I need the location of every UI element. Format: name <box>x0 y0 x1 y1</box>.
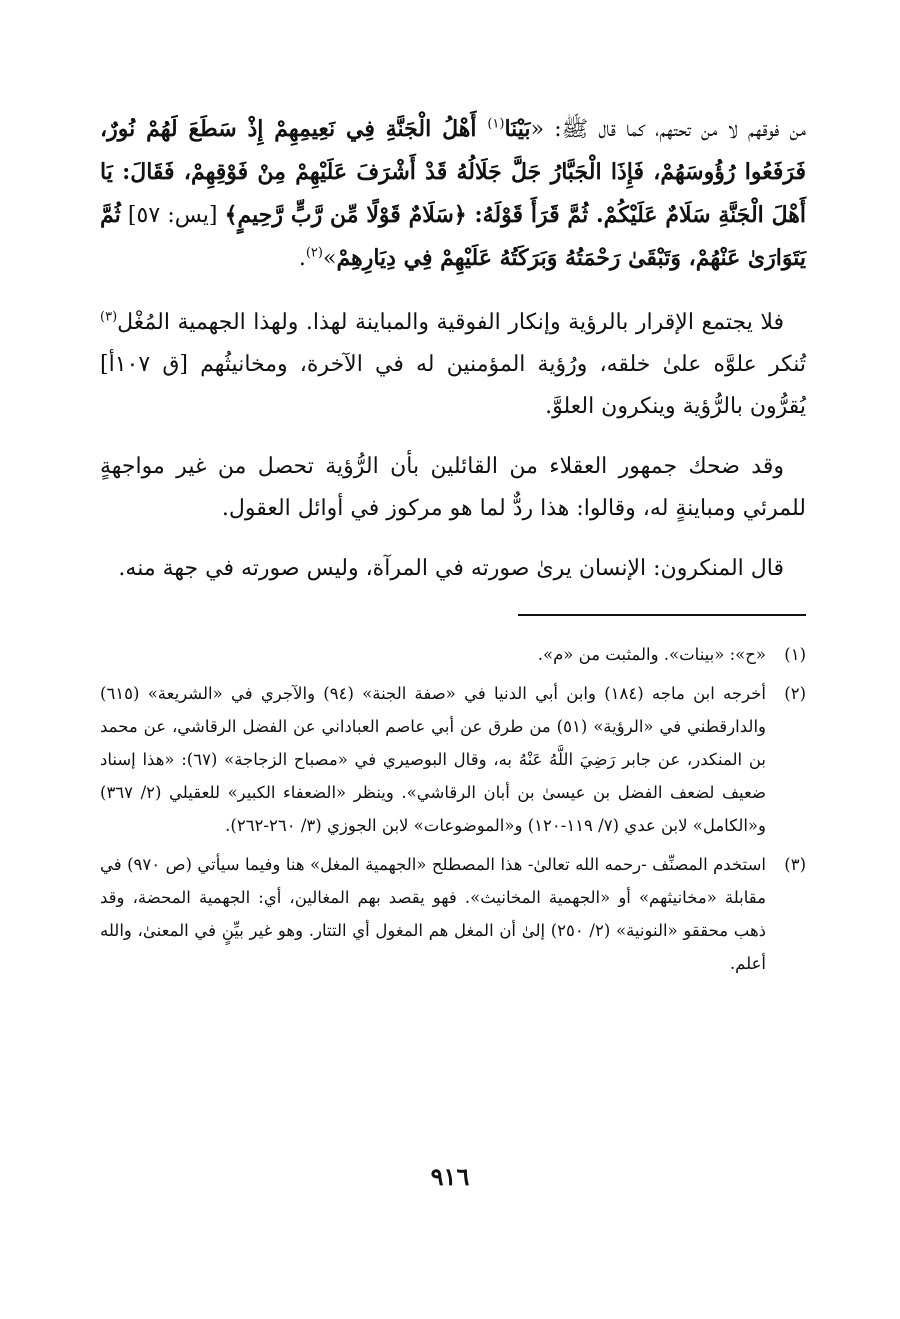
paragraph-4: قال المنكرون: الإنسان يرىٰ صورته في المرآة، وليس صورته في جهة منه. <box>118 556 784 581</box>
footnote-ref-2: (٢) <box>305 245 323 261</box>
footnote-2 <box>100 677 806 842</box>
quran-reference: [يس: ٥٧] <box>120 203 225 228</box>
footnote-text: استخدم المصنِّف -رحمه الله تعالىٰ- هذا المصطلح «الجهمية المغل» هنا وفيما سيأتي (ص ٩٧٠) في مقابلة «مخانيثهم» أو «الجهمية المخانيث». فهو يقصد بهم المغالين، أي: الجهمية المحضة، وقد ذهب محققو «النونية» (٢/ ٢٥٠) إلىٰ أن المغل هم المغول أي التتار. وهو غير بيِّنٍ في المعنىٰ، والله أعلم. <box>100 855 767 973</box>
paragraph-2-a: فلا يجتمع الإقرار بالرؤية وإنكار الفوقية والمباينة لهذا. ولهذا الجهمية المُغْل <box>117 310 784 335</box>
footnote-number: (٢) <box>784 684 806 703</box>
footnote-number: (٣) <box>784 855 806 874</box>
quote-close: » <box>322 246 337 271</box>
main-text <box>100 108 806 590</box>
footnote-text: «ح»: «بينات». والمثبت من «م». <box>537 645 766 664</box>
paragraph-1 <box>100 108 806 280</box>
page-number: ٩١٦ <box>430 1162 470 1191</box>
footnote-ref-3: (٣) <box>100 309 118 325</box>
footnote-1 <box>100 638 806 671</box>
paragraph-1-end: . <box>298 246 306 271</box>
footnote-number: (١) <box>784 645 806 664</box>
paragraph-2 <box>100 302 806 428</box>
paragraph-3: وقد ضحك جمهور العقلاء من القائلين بأن الرُّؤية تحصل من غير مواجهةٍ للمرئي ومباينةٍ له، وقالوا: هذا ردٌّ لما هو مركوز في أوائل العقول. <box>100 454 806 521</box>
paragraph-1-intro: من فوقهم لا من تحتهم، كما قال ﷺ: « <box>530 117 806 142</box>
page-content <box>100 108 806 986</box>
footnote-ref-1: (١) <box>487 116 505 132</box>
footnote-text: أخرجه ابن ماجه (١٨٤) وابن أبي الدنيا في «صفة الجنة» (٩٤) والآجري في «الشريعة» (٦١٥) والدارقطني في «الرؤية» (٥١) من طرق عن أبي عاصم العباداني عن الفضل الرقاشي، عن محمد بن المنكدر، عن جابر رَضِيَ اللَّهُ عَنْهُ به، وقال البوصيري في «مصباح الزجاجة» (٦٧): «هذا إسناد ضعيف لضعف الفضل بن عيسىٰ بن أبان الرقاشي». وينظر «الضعفاء الكبير» للعقيلي (٢/ ٣٦٧) و«الكامل» لابن عدي (٧/ ١١٩-١٢٠) و«الموضوعات» لابن الجوزي (٣/ ٢٦٠-٢٦٢). <box>100 684 766 835</box>
paragraph-2-b: تُنكر علوَّه علىٰ خلقه، ورُؤية المؤمنين له في الآخرة، ومخانيثُهم [ق ١٠٧أ] يُقرُّون بالرُّؤية وينكرون العلوَّ. <box>100 352 806 419</box>
hadith-quote-end: ثُمَّ يَتَوَارَىٰ عَنْهُمْ، وَتَبْقَىٰ رَحْمَتُهُ وَبَرَكَتُهُ عَلَيْهِمْ فِي دِيَارِهِمْ <box>100 202 806 271</box>
hadith-quote: أَهْلُ الْجَنَّةِ فِي نَعِيمِهِمْ إِذْ سَطَعَ لَهُمْ نُورٌ، فَرَفَعُوا رُؤُوسَهُمْ، فَإِذَا الْجَبَّارُ جَلَّ جَلَالُهُ قَدْ أَشْرَفَ عَلَيْهِمْ مِنْ فَوْقِهِمْ، فَقَالَ: يَا أَهْلَ الْجَنَّةِ سَلَامٌ عَلَيْكُمْ. ثُمَّ قَرَأَ قَوْلَهُ: ﴿سَلَامٌ قَوْلًا مِّن رَّبٍّ رَّحِيمٍ﴾ <box>100 116 806 228</box>
footnote-3 <box>100 848 806 980</box>
hadith-quote-start: بَيْنَا <box>504 116 531 142</box>
footnotes <box>100 638 806 980</box>
footnote-separator <box>518 614 806 616</box>
